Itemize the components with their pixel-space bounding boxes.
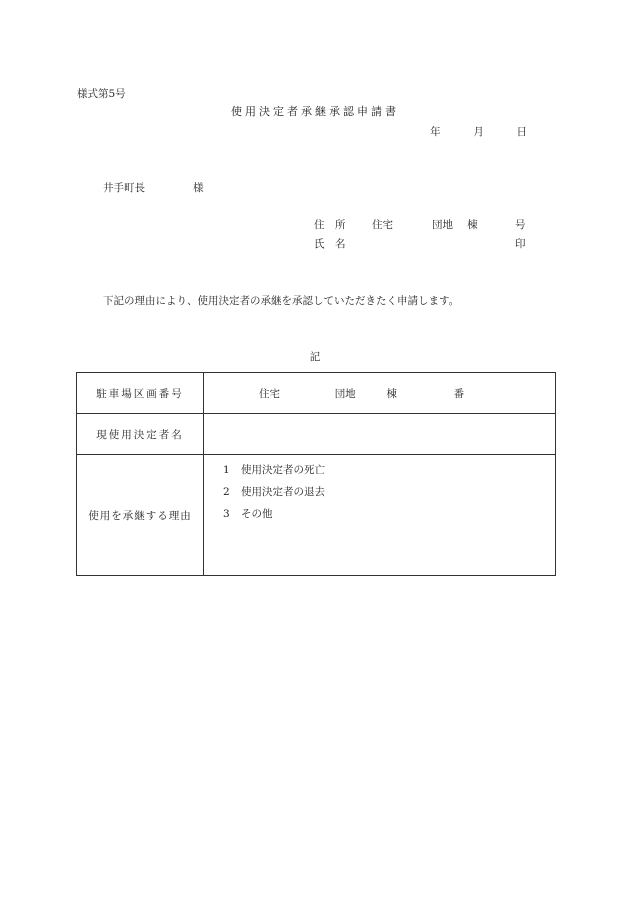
lot-ban: 番: [453, 387, 465, 400]
addressee: [103, 180, 204, 195]
addressee-name: 井手町長: [103, 182, 145, 194]
list-item: 3 その他: [223, 508, 273, 520]
succession-reason-cell: [204, 455, 556, 576]
lot-number-label: 駐車場区画番号: [77, 373, 204, 414]
addressee-honorific: 様: [193, 182, 204, 194]
address-danchi: 団地: [432, 219, 453, 231]
address-jutaku: 住宅: [372, 219, 393, 231]
list-item: 2 使用決定者の退去: [223, 486, 325, 498]
table-row: [77, 455, 556, 576]
seal-mark: 印: [515, 238, 526, 250]
table-row: [77, 414, 556, 455]
date-month: 月: [473, 126, 484, 138]
document-title: 使用決定者承継承認申請書: [231, 105, 399, 118]
lot-jutaku: 住宅: [259, 387, 280, 400]
name-label: 氏 名: [314, 238, 346, 250]
current-holder-label: 現使用決定者名: [77, 414, 204, 455]
reason-list: [205, 459, 554, 525]
address-mune: 棟: [467, 219, 478, 231]
date-line: [430, 124, 527, 139]
current-holder-cell: [204, 414, 556, 455]
application-table: [76, 372, 556, 576]
lot-mune: 棟: [386, 387, 397, 400]
list-item: 1 使用決定者の死亡: [223, 464, 325, 476]
lot-number-cell: [204, 373, 556, 414]
table-row: [77, 373, 556, 414]
request-statement: 下記の理由により、使用決定者の承継を承認していただきたく申請します。: [103, 295, 460, 307]
ki-heading: 記: [309, 351, 321, 363]
address-go: 号: [515, 219, 526, 231]
lot-danchi: 団地: [334, 387, 356, 400]
succession-reason-label: 使用を承継する理由: [77, 455, 204, 576]
form-number: 様式第5号: [77, 88, 126, 100]
date-day: 日: [516, 126, 527, 138]
address-label: 住 所: [314, 219, 346, 231]
date-year: 年: [430, 126, 441, 138]
